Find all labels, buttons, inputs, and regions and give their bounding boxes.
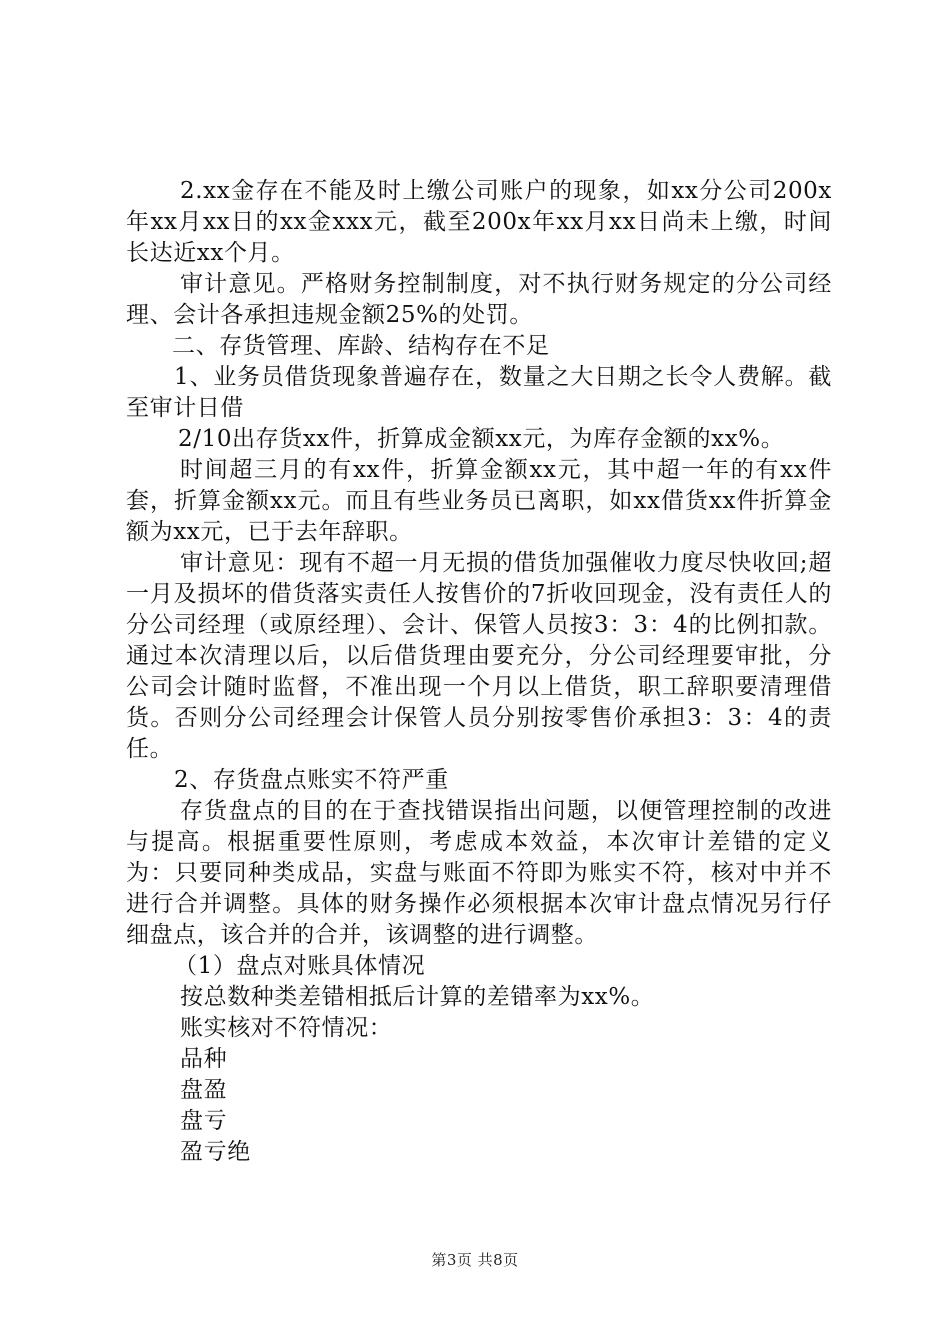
document-body bbox=[126, 176, 832, 1168]
paragraph-audit-opinion-1: 审计意见。严格财务控制制度，对不执行财务规定的分公司经理、会计各承担违规金额25%的处罚。 bbox=[126, 271, 832, 328]
paragraph-stocktake-purpose: 存货盘点的目的在于查找错误指出问题，以便管理控制的改进与提高。根据重要性原则，考虑成本效益，本次审计差错的定义为：只要同种类成品，实盘与账面不符即为账实不符，核对中并不进行合并调整。具体的财务操作必须根据本次审计盘点情况另行仔细盘点，该合并的合并，该调整的进行调整。 bbox=[126, 798, 832, 948]
paragraph-borrowing-amount: 2/10出存货xx件，折算成金额xx元，为库存金额的xx%。 bbox=[178, 426, 785, 452]
list-item-shortage: 盘亏 bbox=[180, 1108, 228, 1134]
paragraph-error-rate: 按总数种类差错相抵后计算的差错率为xx%。 bbox=[180, 984, 655, 1010]
paragraph-deposit-issue: 2.xx金存在不能及时上缴公司账户的现象，如xx分公司200x年xx月xx日的xx金xxx元，截至200x年xx月xx日尚未上缴，时间长达近xx个月。 bbox=[126, 178, 832, 266]
paragraph-audit-opinion-2: 审计意见：现有不超一月无损的借货加强催收力度尽快收回;超一月及损坏的借货落实责任人按售价的7折收回现金，没有责任人的分公司经理（或原经理）、会计、保管人员按3：3：4的比例扣款。通过本次清理以后，以后借货理由要充分，分公司经理要审批，分公司会计随时监督，不准出现一个月以上借货，职工辞职要清理借货。否则分公司经理会计保管人员分别按零售价承担3：3：4的责任。 bbox=[126, 550, 832, 762]
section-heading-inventory: 二、存货管理、库龄、结构存在不足 bbox=[172, 333, 550, 359]
subheading-stocktake: 2、存货盘点账实不符严重 bbox=[174, 767, 449, 793]
list-item-variety: 品种 bbox=[180, 1046, 228, 1072]
paragraph-borrowing-issue: 1、业务员借货现象普遍存在，数量之大日期之长令人费解。截至审计日借 bbox=[126, 364, 832, 421]
list-item-surplus: 盘盈 bbox=[180, 1077, 228, 1103]
list-item-net: 盈亏绝 bbox=[180, 1139, 251, 1165]
subheading-stocktake-details: （1）盘点对账具体情况 bbox=[174, 953, 426, 979]
paragraph-mismatch-intro: 账实核对不符情况： bbox=[180, 1015, 393, 1041]
page-number-footer: 第3页 共8页 bbox=[431, 1251, 519, 1269]
paragraph-borrowing-duration: 时间超三月的有xx件，折算金额xx元，其中超一年的有xx件套，折算金额xx元。而且有些业务员已离职，如xx借货xx件折算金额为xx元，已于去年辞职。 bbox=[126, 457, 832, 545]
